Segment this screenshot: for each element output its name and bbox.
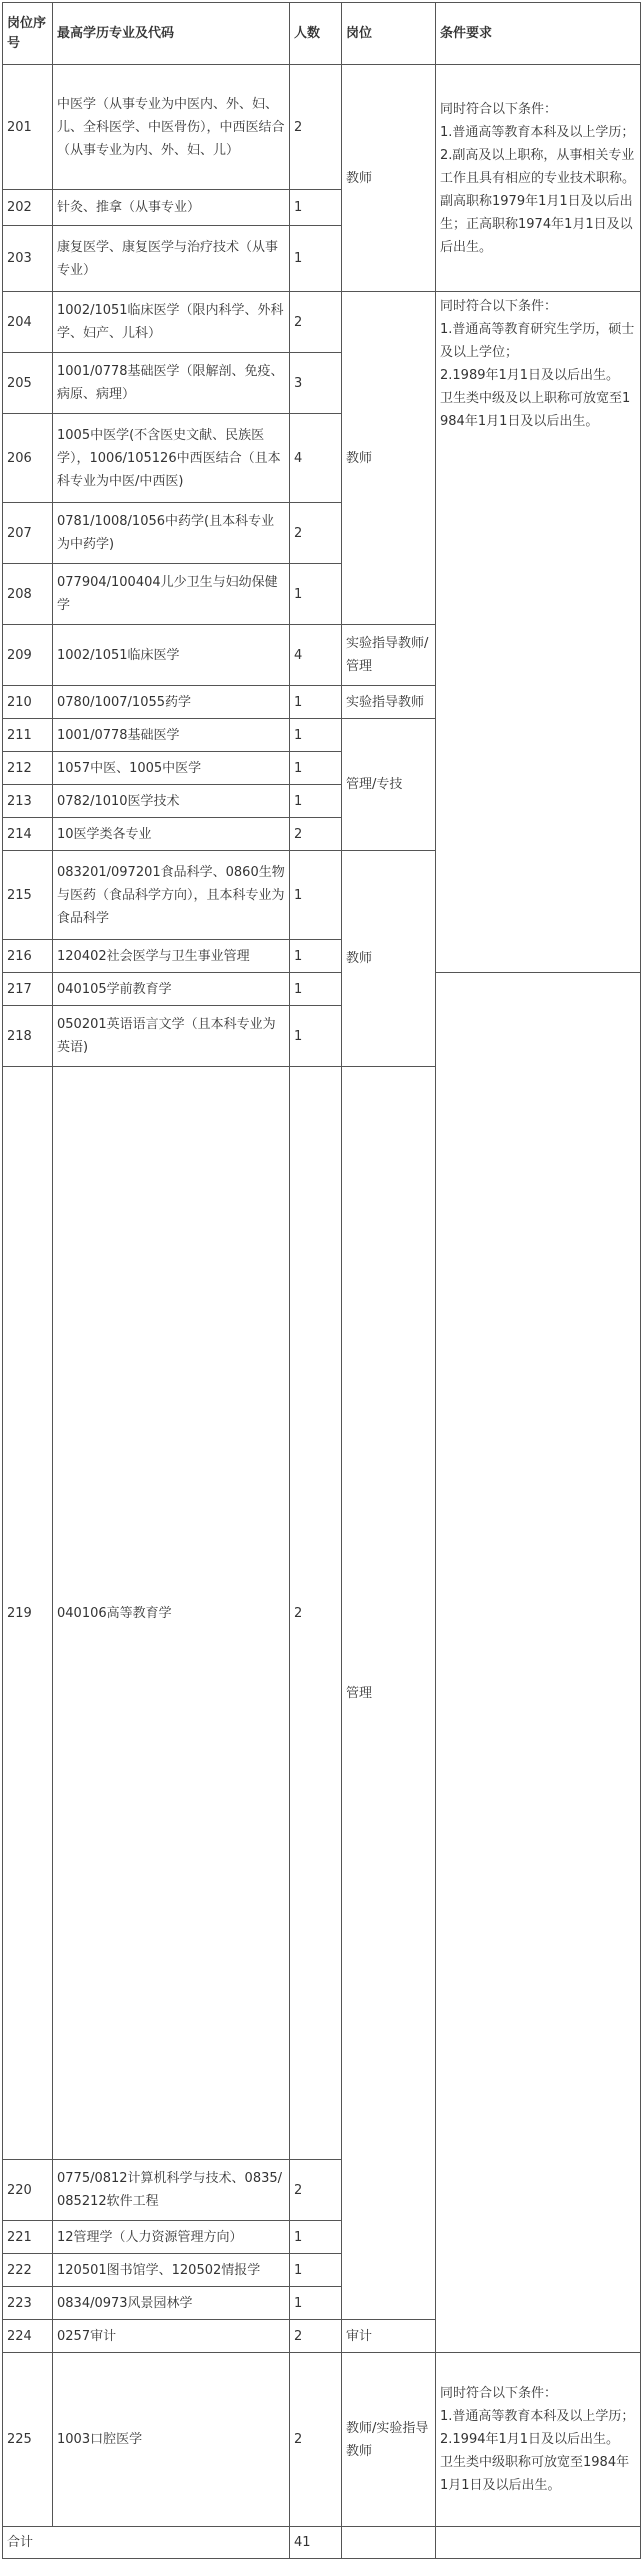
table-row [3, 973, 641, 1006]
condition-line: 2.1989年1月1日及以后出生。 [440, 368, 620, 383]
header-num: 人数 [290, 3, 342, 65]
row-seq: 222 [3, 2254, 53, 2287]
condition-line: 1.普通高等教育研究生学历，硕士及以上学位； [440, 322, 635, 360]
recruitment-table [2, 2, 641, 2559]
row-num: 4 [290, 625, 342, 686]
row-seq: 218 [3, 1006, 53, 1067]
row-seq: 202 [3, 190, 53, 226]
row-seq: 213 [3, 785, 53, 818]
row-major: 083201/097201食品科学、0860生物与医药（食品科学方向），且本科专业为食品科学 [53, 851, 290, 940]
row-major: 康复医学、康复医学与治疗技术（从事专业） [53, 226, 290, 292]
row-num: 2 [290, 2160, 342, 2221]
row-position: 审计 [342, 2320, 436, 2353]
table-row [3, 1006, 641, 1067]
table-row [3, 2221, 641, 2254]
row-major: 1001/0778基础医学（限解剖、免疫、病原、病理） [53, 353, 290, 414]
row-num: 2 [290, 65, 342, 190]
row-num: 4 [290, 414, 342, 503]
condition-line: 同时符合以下条件： [440, 101, 558, 117]
row-major: 0782/1010医学技术 [53, 785, 290, 818]
row-seq: 224 [3, 2320, 53, 2353]
row-major: 0834/0973风景园林学 [53, 2287, 290, 2320]
table-row [3, 2160, 641, 2221]
row-major: 中医学（从事专业为中医内、外、妇、儿、全科医学、中医骨伤），中西医结合（从事专业为内、外、妇、儿） [53, 65, 290, 190]
row-seq: 201 [3, 65, 53, 190]
condition-line: 1.普通高等教育本科及以上学历； [440, 124, 635, 140]
row-seq: 225 [3, 2353, 53, 2527]
table-row [3, 2254, 641, 2287]
row-position: 管理 [342, 1067, 436, 2320]
row-major: 1002/1051临床医学（限内科学、外科学、妇产、儿科） [53, 292, 290, 353]
row-position: 教师 [342, 292, 436, 625]
row-major: 0781/1008/1056中药学(且本科专业为中药学) [53, 503, 290, 564]
row-seq: 206 [3, 414, 53, 503]
row-seq: 203 [3, 226, 53, 292]
row-num: 1 [290, 1006, 342, 1067]
row-seq: 215 [3, 851, 53, 940]
table-row [3, 2353, 641, 2527]
row-major: 077904/100404儿少卫生与妇幼保健学 [53, 564, 290, 625]
row-seq: 211 [3, 719, 53, 752]
row-seq: 223 [3, 2287, 53, 2320]
table-row [3, 292, 641, 353]
condition-group-4 [436, 2353, 641, 2527]
condition-group-1 [436, 65, 641, 292]
row-seq: 219 [3, 1067, 53, 2160]
condition-line: 同时符合以下条件： [440, 2386, 558, 2401]
row-seq: 208 [3, 564, 53, 625]
table-row [3, 2287, 641, 2320]
header-condition: 条件要求 [436, 3, 641, 65]
row-num: 2 [290, 503, 342, 564]
row-major: 040105学前教育学 [53, 973, 290, 1006]
row-seq: 205 [3, 353, 53, 414]
row-major: 120501图书馆学、120502情报学 [53, 2254, 290, 2287]
header-position: 岗位 [342, 3, 436, 65]
condition-line: 卫生类中级职称可放宽至1984年1月1日及以后出生。 [440, 2455, 630, 2493]
condition-line: 2.副高及以上职称，从事相关专业工作且具有相应的专业技术职称。副高职称1979年1月1日及以后出生；正高职称1974年1月1日及以后出生。 [440, 147, 636, 255]
row-position: 教师 [342, 65, 436, 292]
row-major: 10医学类各专业 [53, 818, 290, 851]
row-position: 实验指导教师 [342, 686, 436, 719]
row-major: 0775/0812计算机科学与技术、0835/085212软件工程 [53, 2160, 290, 2221]
condition-line: 2.1994年1月1日及以后出生。 [440, 2432, 620, 2447]
row-major: 050201英语语言文学（且本科专业为英语) [53, 1006, 290, 1067]
condition-line: 同时符合以下条件： [440, 299, 558, 314]
header-seq: 岗位序号 [3, 3, 53, 65]
row-major: 0257审计 [53, 2320, 290, 2353]
row-seq: 209 [3, 625, 53, 686]
row-num: 2 [290, 2320, 342, 2353]
total-label: 合计 [3, 2527, 290, 2559]
row-num: 1 [290, 686, 342, 719]
condition-line: 1.普通高等教育本科及以上学历； [440, 2409, 635, 2424]
row-num: 1 [290, 2254, 342, 2287]
table-row [3, 2320, 641, 2353]
row-num: 1 [290, 851, 342, 940]
row-major: 1057中医、1005中医学 [53, 752, 290, 785]
row-num: 1 [290, 785, 342, 818]
row-seq: 210 [3, 686, 53, 719]
row-major: 040106高等教育学 [53, 1067, 290, 2160]
row-position: 实验指导教师/管理 [342, 625, 436, 686]
total-row [3, 2527, 641, 2559]
row-seq: 214 [3, 818, 53, 851]
row-num: 2 [290, 818, 342, 851]
row-major: 0780/1007/1055药学 [53, 686, 290, 719]
row-num: 1 [290, 2221, 342, 2254]
row-num: 2 [290, 1067, 342, 2160]
row-major: 1002/1051临床医学 [53, 625, 290, 686]
row-seq: 204 [3, 292, 53, 353]
row-num: 1 [290, 719, 342, 752]
row-num: 1 [290, 190, 342, 226]
table-row [3, 65, 641, 190]
header-row [3, 3, 641, 65]
row-num: 1 [290, 940, 342, 973]
row-major: 1001/0778基础医学 [53, 719, 290, 752]
total-condition-empty [436, 2527, 641, 2559]
row-seq: 220 [3, 2160, 53, 2221]
row-position: 管理/专技 [342, 719, 436, 851]
row-major: 针灸、推拿（从事专业） [53, 190, 290, 226]
row-num: 1 [290, 973, 342, 1006]
condition-group-2 [436, 292, 641, 973]
row-major: 1003口腔医学 [53, 2353, 290, 2527]
row-seq: 207 [3, 503, 53, 564]
row-major: 120402社会医学与卫生事业管理 [53, 940, 290, 973]
row-num: 3 [290, 353, 342, 414]
header-major: 最高学历专业及代码 [53, 3, 290, 65]
row-num: 2 [290, 2353, 342, 2527]
condition-line: 卫生类中级及以上职称可放宽至1984年1月1日及以后出生。 [440, 391, 631, 429]
table-row [3, 1067, 641, 2160]
row-position: 教师/实验指导教师 [342, 2353, 436, 2527]
row-num: 1 [290, 564, 342, 625]
total-position-empty [342, 2527, 436, 2559]
row-seq: 217 [3, 973, 53, 1006]
row-major: 12管理学（人力资源管理方向） [53, 2221, 290, 2254]
row-num: 1 [290, 2287, 342, 2320]
row-num: 2 [290, 292, 342, 353]
total-num: 41 [290, 2527, 342, 2559]
row-num: 1 [290, 226, 342, 292]
row-seq: 212 [3, 752, 53, 785]
row-num: 1 [290, 752, 342, 785]
row-major: 1005中医学(不含医史文献、民族医学），1006/105126中西医结合（且本科专业为中医/中西医) [53, 414, 290, 503]
row-position: 教师 [342, 851, 436, 1067]
row-seq: 216 [3, 940, 53, 973]
row-seq: 221 [3, 2221, 53, 2254]
